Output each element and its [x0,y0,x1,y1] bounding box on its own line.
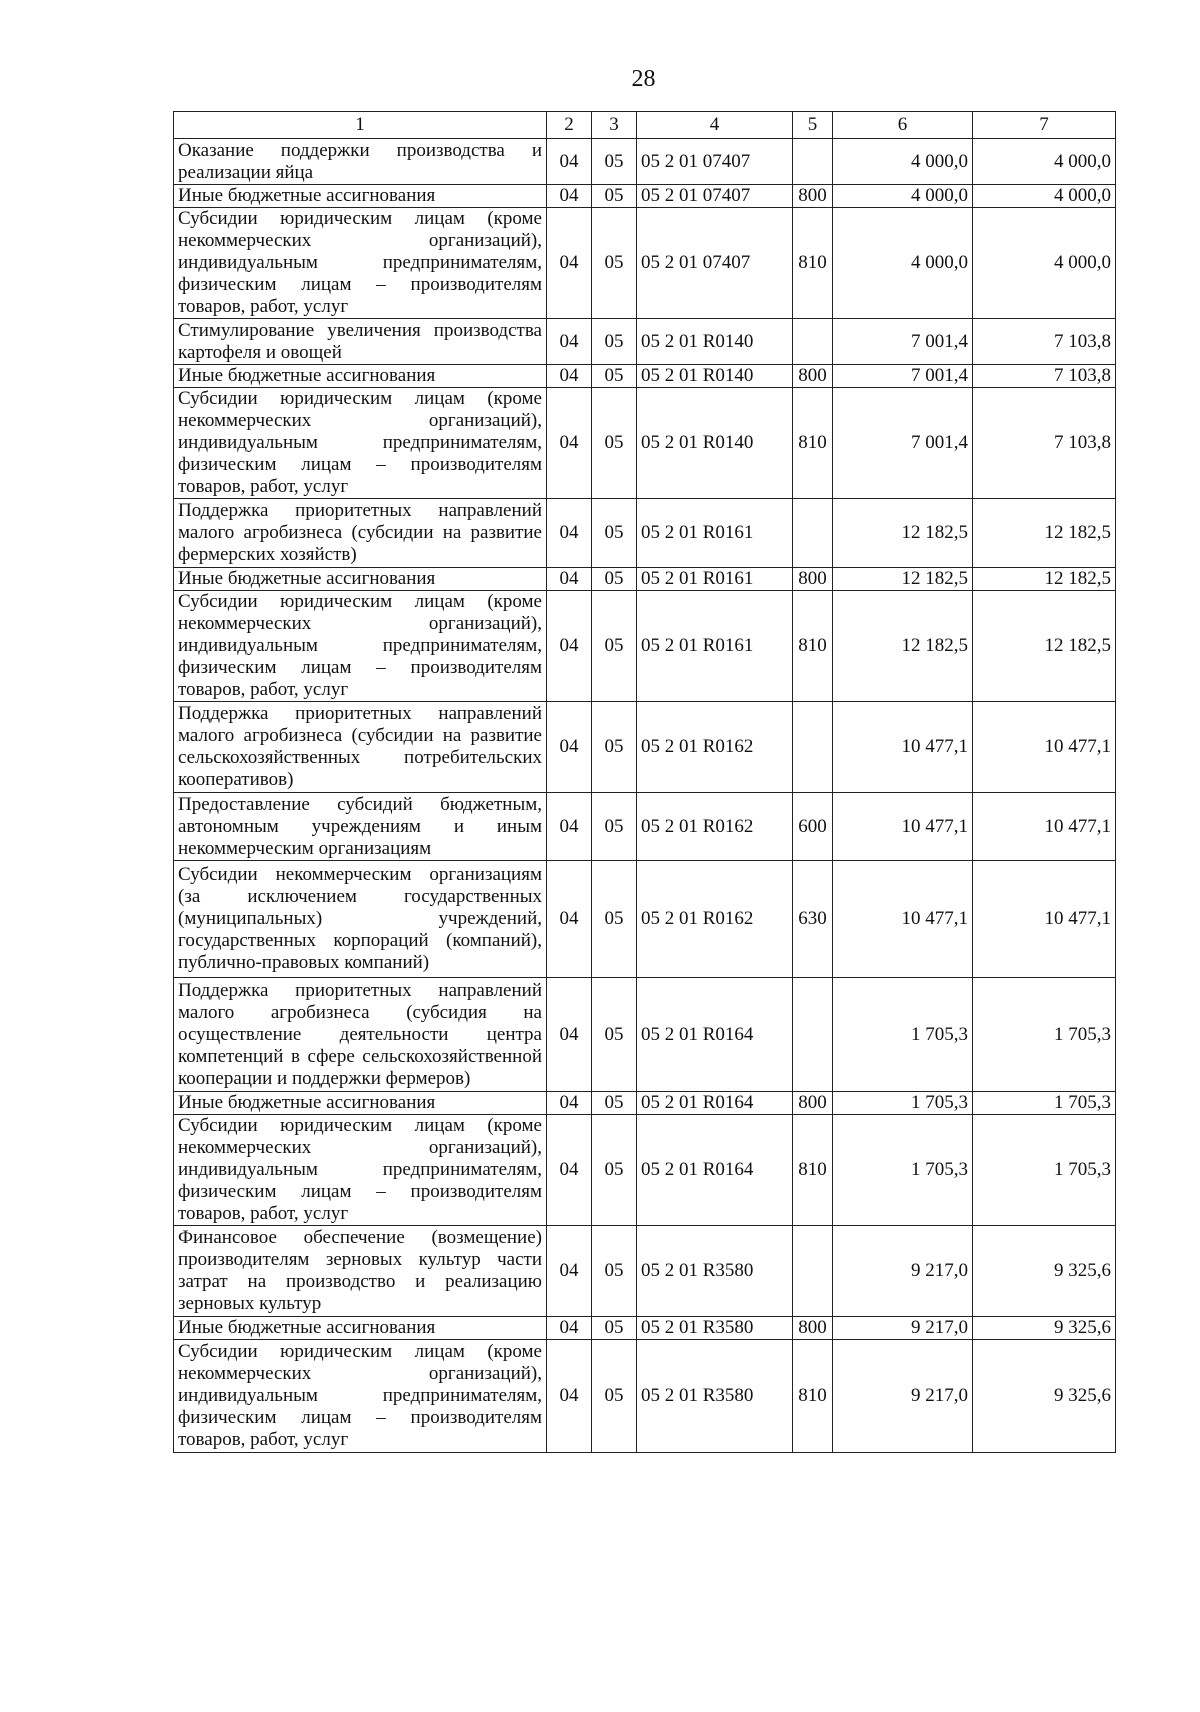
cell-col-4: 05 2 01 R0162 [637,702,793,793]
table-row [174,365,1116,388]
cell-col-2: 04 [547,365,592,388]
row-name-cell: Субсидии юридическим лицам (кроме некоммерческих организаций), индивидуальным предпринимателям, физическим лицам – производителям товаров, работ, услуг [174,1115,547,1226]
column-header: 2 [547,112,592,139]
cell-col-5: 800 [793,1317,833,1340]
cell-col-6: 9 217,0 [833,1226,973,1317]
cell-col-2: 04 [547,499,592,568]
cell-col-2: 04 [547,861,592,978]
cell-col-6: 7 001,4 [833,319,973,365]
row-name-cell: Иные бюджетные ассигнования [174,1317,547,1340]
cell-col-6: 1 705,3 [833,1092,973,1115]
table-row [174,1115,1116,1226]
cell-col-2: 04 [547,1092,592,1115]
table-row [174,861,1116,978]
cell-col-5: 800 [793,365,833,388]
page-number: 28 [631,66,656,92]
cell-col-5: 800 [793,185,833,208]
cell-col-5 [793,1226,833,1317]
cell-col-2: 04 [547,388,592,499]
row-name-cell: Субсидии юридическим лицам (кроме некоммерческих организаций), индивидуальным предпринимателям, физическим лицам – производителям товаров, работ, услуг [174,591,547,702]
cell-col-4: 05 2 01 07407 [637,185,793,208]
cell-col-5: 810 [793,591,833,702]
row-name-cell: Субсидии юридическим лицам (кроме некоммерческих организаций), индивидуальным предпринимателям, физическим лицам – производителям товаров, работ, услуг [174,208,547,319]
cell-col-5 [793,978,833,1092]
table-row [174,1340,1116,1453]
column-header: 1 [174,112,547,139]
table-row [174,591,1116,702]
cell-col-2: 04 [547,1115,592,1226]
cell-col-4: 05 2 01 07407 [637,139,793,185]
cell-col-6: 1 705,3 [833,1115,973,1226]
cell-col-4: 05 2 01 R0161 [637,568,793,591]
table-row [174,1317,1116,1340]
cell-col-6: 10 477,1 [833,793,973,861]
row-name-cell: Иные бюджетные ассигнования [174,568,547,591]
cell-col-2: 04 [547,978,592,1092]
cell-col-4: 05 2 01 R0140 [637,365,793,388]
cell-col-7: 7 103,8 [973,319,1116,365]
cell-col-5: 810 [793,208,833,319]
cell-col-2: 04 [547,793,592,861]
cell-col-4: 05 2 01 R0164 [637,1115,793,1226]
cell-col-6: 7 001,4 [833,388,973,499]
cell-col-5 [793,319,833,365]
cell-col-4: 05 2 01 R0162 [637,861,793,978]
cell-col-4: 05 2 01 R3580 [637,1226,793,1317]
cell-col-5 [793,499,833,568]
cell-col-2: 04 [547,139,592,185]
table-row [174,793,1116,861]
cell-col-5 [793,139,833,185]
cell-col-5: 810 [793,1115,833,1226]
cell-col-2: 04 [547,1340,592,1453]
header-row [174,112,1116,139]
cell-col-4: 05 2 01 R0140 [637,388,793,499]
cell-col-4: 05 2 01 R0161 [637,499,793,568]
cell-col-3: 05 [592,591,637,702]
cell-col-3: 05 [592,319,637,365]
cell-col-2: 04 [547,1226,592,1317]
cell-col-2: 04 [547,185,592,208]
cell-col-4: 05 2 01 R3580 [637,1317,793,1340]
cell-col-7: 10 477,1 [973,861,1116,978]
column-header: 6 [833,112,973,139]
budget-table [173,111,1116,1453]
cell-col-3: 05 [592,568,637,591]
cell-col-3: 05 [592,1317,637,1340]
cell-col-6: 10 477,1 [833,702,973,793]
cell-col-2: 04 [547,568,592,591]
cell-col-3: 05 [592,499,637,568]
table-row [174,388,1116,499]
cell-col-7: 10 477,1 [973,702,1116,793]
row-name-cell: Стимулирование увеличения производства картофеля и овощей [174,319,547,365]
cell-col-5: 810 [793,1340,833,1453]
cell-col-3: 05 [592,702,637,793]
row-name-cell: Поддержка приоритетных направлений малого агробизнеса (субсидии на развитие фермерских хозяйств) [174,499,547,568]
table-row [174,185,1116,208]
cell-col-7: 10 477,1 [973,793,1116,861]
row-name-cell: Субсидии юридическим лицам (кроме некоммерческих организаций), индивидуальным предпринимателям, физическим лицам – производителям товаров, работ, услуг [174,1340,547,1453]
cell-col-3: 05 [592,208,637,319]
cell-col-4: 05 2 01 R0164 [637,1092,793,1115]
cell-col-4: 05 2 01 R0164 [637,978,793,1092]
cell-col-4: 05 2 01 R0140 [637,319,793,365]
cell-col-5: 810 [793,388,833,499]
table-row [174,139,1116,185]
column-header: 7 [973,112,1116,139]
cell-col-6: 12 182,5 [833,499,973,568]
cell-col-2: 04 [547,591,592,702]
cell-col-5: 600 [793,793,833,861]
cell-col-6: 4 000,0 [833,208,973,319]
row-name-cell: Поддержка приоритетных направлений малого агробизнеса (субсидии на развитие сельскохозяйственных потребительских кооперативов) [174,702,547,793]
table-row [174,319,1116,365]
cell-col-7: 12 182,5 [973,568,1116,591]
cell-col-6: 12 182,5 [833,568,973,591]
row-name-cell: Оказание поддержки производства и реализации яйца [174,139,547,185]
cell-col-6: 9 217,0 [833,1340,973,1453]
row-name-cell: Финансовое обеспечение (возмещение) производителям зерновых культур части затрат на производство и реализацию зерновых культур [174,1226,547,1317]
row-name-cell: Субсидии юридическим лицам (кроме некоммерческих организаций), индивидуальным предпринимателям, физическим лицам – производителям товаров, работ, услуг [174,388,547,499]
cell-col-3: 05 [592,185,637,208]
cell-col-7: 4 000,0 [973,139,1116,185]
cell-col-4: 05 2 01 R3580 [637,1340,793,1453]
cell-col-7: 12 182,5 [973,591,1116,702]
cell-col-2: 04 [547,1317,592,1340]
cell-col-3: 05 [592,365,637,388]
cell-col-6: 7 001,4 [833,365,973,388]
cell-col-7: 1 705,3 [973,1092,1116,1115]
cell-col-3: 05 [592,1092,637,1115]
cell-col-2: 04 [547,208,592,319]
table-row [174,978,1116,1092]
cell-col-6: 4 000,0 [833,185,973,208]
cell-col-7: 9 325,6 [973,1226,1116,1317]
row-name-cell: Иные бюджетные ассигнования [174,1092,547,1115]
table-row [174,499,1116,568]
cell-col-7: 12 182,5 [973,499,1116,568]
cell-col-6: 10 477,1 [833,861,973,978]
table-row [174,208,1116,319]
row-name-cell: Субсидии некоммерческим организациям (за исключением государственных (муниципальных) учреждений, государственных корпораций (компаний), публично-правовых компаний) [174,861,547,978]
table-row [174,1092,1116,1115]
cell-col-5: 630 [793,861,833,978]
cell-col-4: 05 2 01 R0161 [637,591,793,702]
cell-col-3: 05 [592,1226,637,1317]
cell-col-6: 12 182,5 [833,591,973,702]
cell-col-7: 9 325,6 [973,1317,1116,1340]
cell-col-4: 05 2 01 07407 [637,208,793,319]
cell-col-3: 05 [592,139,637,185]
table-row [174,1226,1116,1317]
cell-col-3: 05 [592,978,637,1092]
cell-col-7: 4 000,0 [973,185,1116,208]
cell-col-5 [793,702,833,793]
cell-col-3: 05 [592,1115,637,1226]
cell-col-2: 04 [547,702,592,793]
table-body [174,139,1116,1453]
table-row [174,568,1116,591]
cell-col-3: 05 [592,388,637,499]
cell-col-5: 800 [793,1092,833,1115]
cell-col-5: 800 [793,568,833,591]
column-header: 5 [793,112,833,139]
cell-col-3: 05 [592,861,637,978]
row-name-cell: Иные бюджетные ассигнования [174,365,547,388]
cell-col-7: 1 705,3 [973,1115,1116,1226]
cell-col-2: 04 [547,319,592,365]
column-header: 3 [592,112,637,139]
cell-col-7: 1 705,3 [973,978,1116,1092]
row-name-cell: Поддержка приоритетных направлений малого агробизнеса (субсидия на осуществление деятельности центра компетенций в сфере сельскохозяйственной кооперации и поддержки фермеров) [174,978,547,1092]
cell-col-4: 05 2 01 R0162 [637,793,793,861]
cell-col-7: 9 325,6 [973,1340,1116,1453]
cell-col-6: 4 000,0 [833,139,973,185]
column-header: 4 [637,112,793,139]
cell-col-6: 9 217,0 [833,1317,973,1340]
cell-col-6: 1 705,3 [833,978,973,1092]
row-name-cell: Иные бюджетные ассигнования [174,185,547,208]
cell-col-7: 4 000,0 [973,208,1116,319]
row-name-cell: Предоставление субсидий бюджетным, автономным учреждениям и иным некоммерческим организациям [174,793,547,861]
cell-col-3: 05 [592,1340,637,1453]
table-header [174,112,1116,139]
cell-col-3: 05 [592,793,637,861]
cell-col-7: 7 103,8 [973,365,1116,388]
table-row [174,702,1116,793]
cell-col-7: 7 103,8 [973,388,1116,499]
